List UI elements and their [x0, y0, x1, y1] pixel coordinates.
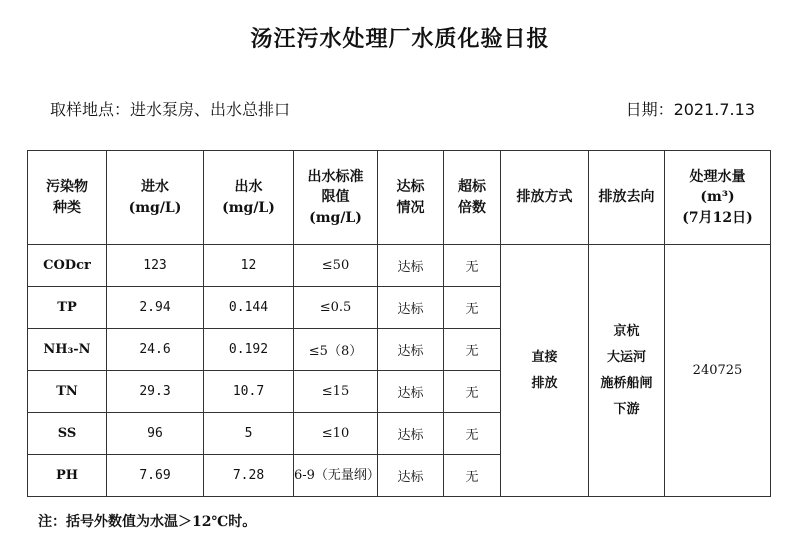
- water-quality-table: [27, 150, 771, 497]
- exceed-times: 无: [444, 245, 501, 287]
- header-exceed-times: 超标 倍数: [444, 151, 501, 245]
- standard-limit: ≤10: [294, 413, 378, 455]
- inflow-value: 7.69: [107, 455, 204, 497]
- outflow-value: 10.7: [204, 371, 294, 413]
- standard-limit: ≤0.5: [294, 287, 378, 329]
- header-row: [28, 151, 771, 245]
- standard-limit: ≤15: [294, 371, 378, 413]
- report-title: 汤汪污水处理厂水质化验日报: [250, 27, 550, 52]
- compliance-status: 达标: [378, 329, 444, 371]
- discharge-method-cell: 直接 排放: [501, 245, 589, 497]
- header-discharge-destination: 排放去向: [589, 151, 665, 245]
- footnote: 注：括号外数值为水温＞12℃时。: [38, 514, 257, 530]
- inflow-value: 96: [107, 413, 204, 455]
- header-inflow: 进水 (mg/L): [107, 151, 204, 245]
- header-outflow: 出水 (mg/L): [204, 151, 294, 245]
- inflow-value: 2.94: [107, 287, 204, 329]
- compliance-status: 达标: [378, 245, 444, 287]
- compliance-status: 达标: [378, 287, 444, 329]
- pollutant-name: NH₃-N: [28, 329, 107, 371]
- exceed-times: 无: [444, 413, 501, 455]
- outflow-value: 0.144: [204, 287, 294, 329]
- standard-limit: 6-9（无量纲）: [294, 455, 378, 497]
- outflow-value: 0.192: [204, 329, 294, 371]
- header-standard-limit: 出水标准 限值 (mg/L): [294, 151, 378, 245]
- pollutant-name: SS: [28, 413, 107, 455]
- pollutant-name: TP: [28, 287, 107, 329]
- sampling-location: 取样地点：进水泵房、出水总排口: [50, 100, 291, 119]
- inflow-value: 123: [107, 245, 204, 287]
- exceed-times: 无: [444, 287, 501, 329]
- discharge-destination-cell: 京杭 大运河 施桥船闸 下游: [589, 245, 665, 497]
- pollutant-name: TN: [28, 371, 107, 413]
- compliance-status: 达标: [378, 413, 444, 455]
- exceed-times: 无: [444, 371, 501, 413]
- outflow-value: 7.28: [204, 455, 294, 497]
- treated-volume-value: 240725: [665, 245, 771, 497]
- exceed-times: 无: [444, 455, 501, 497]
- compliance-status: 达标: [378, 371, 444, 413]
- header-discharge-method: 排放方式: [501, 151, 589, 245]
- exceed-times: 无: [444, 329, 501, 371]
- report-date: 日期：2021.7.13: [625, 100, 755, 119]
- header-pollutant: 污染物 种类: [28, 151, 107, 245]
- inflow-value: 29.3: [107, 371, 204, 413]
- header-treated-volume: 处理水量 (m³) (7月12日): [665, 151, 771, 245]
- table-row: [28, 245, 771, 287]
- inflow-value: 24.6: [107, 329, 204, 371]
- standard-limit: ≤50: [294, 245, 378, 287]
- outflow-value: 5: [204, 413, 294, 455]
- pollutant-name: CODcr: [28, 245, 107, 287]
- standard-limit: ≤5（8）: [294, 329, 378, 371]
- compliance-status: 达标: [378, 455, 444, 497]
- pollutant-name: PH: [28, 455, 107, 497]
- outflow-value: 12: [204, 245, 294, 287]
- header-compliance: 达标 情况: [378, 151, 444, 245]
